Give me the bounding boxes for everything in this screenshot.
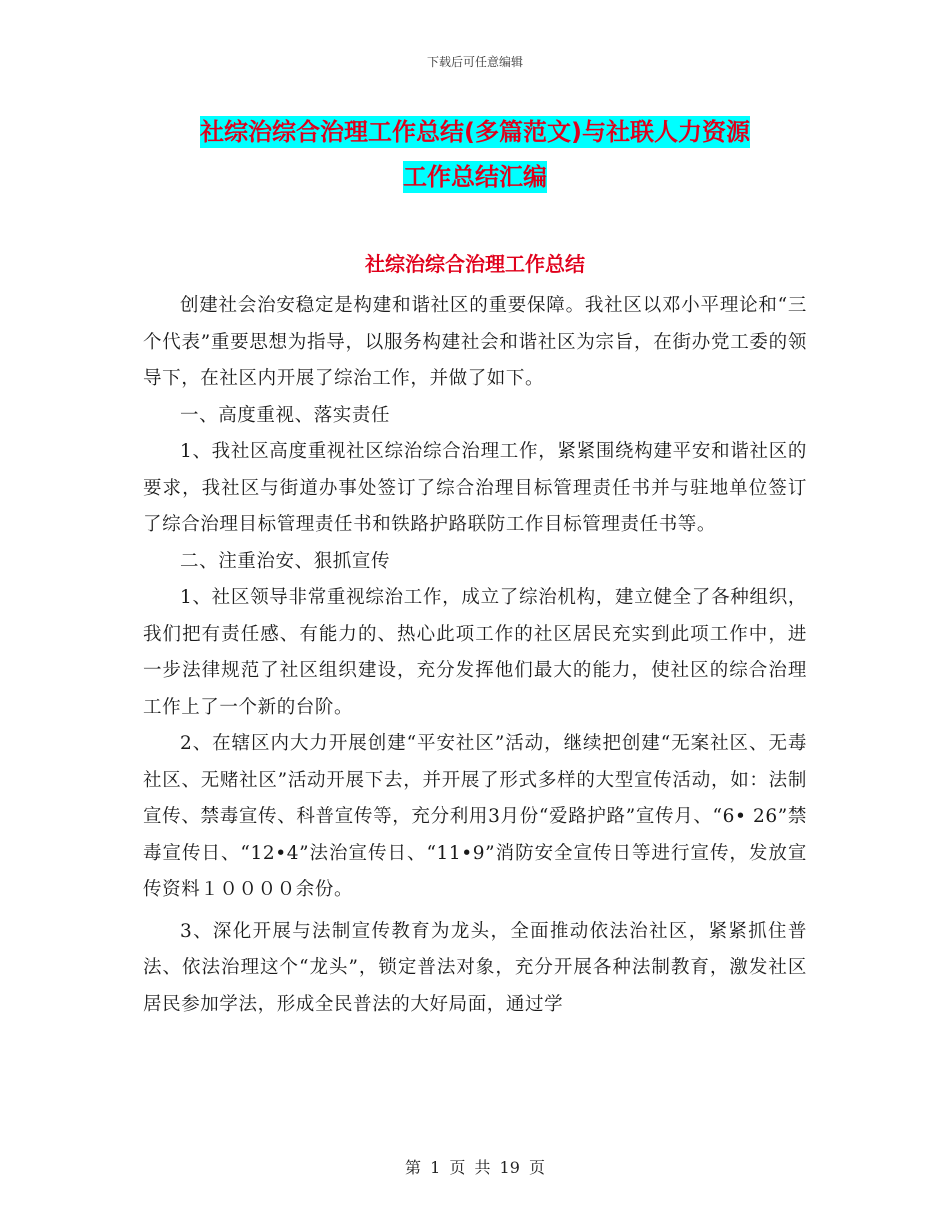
paragraph: 2、在辖区内大力开展创建“平安社区”活动，继续把创建“无案社区、无毒社区、无赌社区”活动开展下去，并开展了形式多样的大型宣传活动，如：法制宣传、禁毒宣传、科普宣传等，充分利用3月份“爱路护路”宣传月、“6• 26”禁毒宣传日、“12•4”法治宣传日、“11•9”消防安全宣传日等进行宣传，发放宣传资料１００００余份。 [143,733,807,900]
document-title-line2: 工作总结汇编 [403,163,547,191]
document-title-line1: 社综治综合治理工作总结(多篇范文)与社联人力资源 [200,118,750,146]
page-number-footer: 第 1 页 共 19 页 [405,1158,545,1177]
body-text [143,288,807,1023]
document-title [145,110,805,200]
paragraph-heading: 二、注重治安、狠抓宣传 [180,550,391,572]
paragraph: 1、我社区高度重视社区综治综合治理工作，紧紧围绕构建平安和谐社区的要求，我社区与街道办事处签订了综合治理目标管理责任书并与驻地单位签订了综合治理目标管理责任书和铁路护路联防工作目标管理责任书等。 [143,441,807,535]
paragraph: 创建社会治安稳定是构建和谐社区的重要保障。我社区以邓小平理论和“三个代表”重要思想为指导，以服务构建社会和谐社区为宗旨，在街办党工委的领导下，在社区内开展了综治工作，并做了如下。 [143,295,807,389]
section-title: 社综治综合治理工作总结 [365,252,585,276]
paragraph: 3、深化开展与法制宣传教育为龙头，全面推动依法治社区，紧紧抓住普法、依法治理这个“龙头”，锁定普法对象，充分开展各种法制教育，激发社区居民参加学法，形成全民普法的大好局面，通过学 [143,920,807,1015]
paragraph: 1、社区领导非常重视综治工作，成立了综治机构，建立健全了各种组织，我们把有责任感、有能力的、热心此项工作的社区居民充实到此项工作中，进一步法律规范了社区组织建设，充分发挥他们最大的能力，使社区的综合治理工作上了一个新的台阶。 [143,587,807,718]
header-note: 下载后可任意编辑 [426,55,523,69]
paragraph-heading: 一、高度重视、落实责任 [180,404,391,426]
